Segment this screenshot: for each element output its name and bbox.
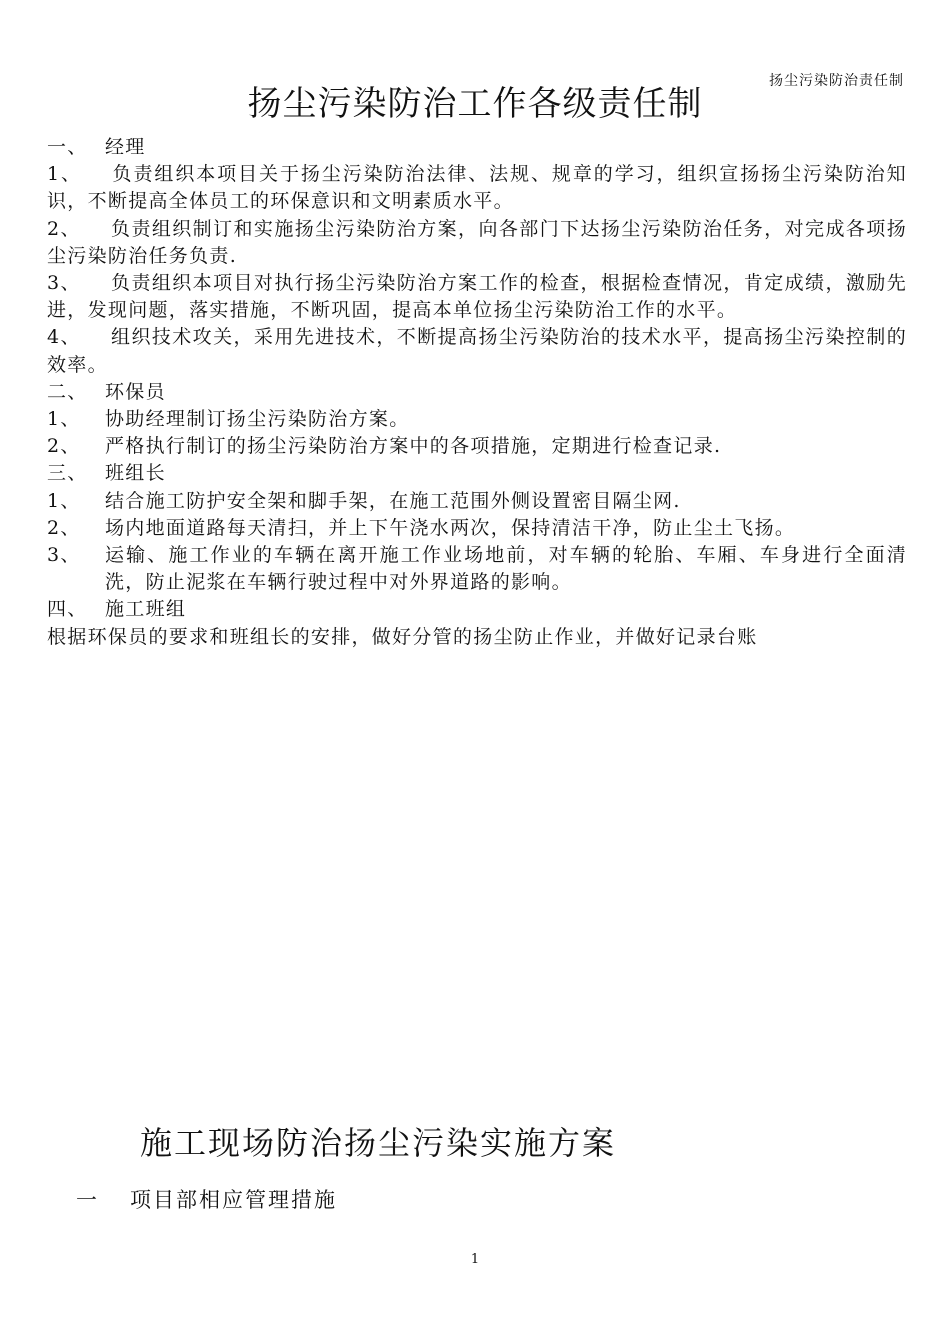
section-number: 三、 — [47, 462, 88, 485]
item-number: 2、 — [47, 217, 81, 240]
item-number: 1、 — [47, 489, 81, 512]
document-body — [47, 134, 907, 651]
section-title: 经理 — [105, 136, 146, 158]
section-title: 班组长 — [105, 462, 166, 485]
item-number: 3、 — [47, 272, 81, 295]
item-number: 1、 — [47, 408, 81, 431]
item-text: 场内地面道路每天清扫，并上下午浇水两次，保持清洁干净，防止尘土飞扬。 — [105, 516, 796, 539]
section-heading — [47, 460, 907, 487]
item-number: 4、 — [47, 326, 81, 349]
item-number: 2、 — [47, 516, 81, 539]
list-item — [47, 324, 907, 378]
section-title: 环保员 — [105, 380, 166, 403]
section-number: 二、 — [47, 380, 88, 403]
list-item — [47, 216, 907, 270]
item-text: 结合施工防护安全架和脚手架，在施工范围外侧设置密目隔尘网. — [105, 489, 681, 512]
item-number: 2、 — [47, 435, 81, 458]
sub-heading-text: 项目部相应管理措施 — [130, 1188, 337, 1212]
sub-heading — [76, 1184, 337, 1214]
section-number: 四、 — [47, 598, 88, 621]
item-text: 运输、施工作业的车辆在离开施工作业场地前，对车辆的轮胎、车厢、车身进行全面清洗，防止泥浆在车辆行驶过程中对外界道路的影响。 — [105, 544, 907, 594]
item-text: 协助经理制订扬尘污染防治方案。 — [105, 408, 410, 431]
section-heading — [47, 134, 907, 161]
item-text: 负责组织本项目关于扬尘污染防治法律、法规、规章的学习，组织宣扬扬尘污染防治知识，不断提高全体员工的环保意识和文明素质水平。 — [47, 163, 907, 213]
list-item — [47, 270, 907, 324]
document-title: 扬尘污染防治工作各级责任制 — [247, 84, 703, 124]
list-item — [47, 433, 907, 460]
item-text: 负责组织本项目对执行扬尘污染防治方案工作的检查，根据检查情况，肯定成绩，激励先进，发现问题，落实措施，不断巩固，提高本单位扬尘污染防治工作的水平。 — [47, 272, 907, 322]
sub-heading-number: 一 — [76, 1188, 99, 1212]
list-item — [47, 515, 907, 542]
list-item — [47, 488, 907, 515]
list-item — [47, 161, 907, 215]
running-header: 扬尘污染防治责任制 — [769, 73, 904, 89]
section-heading — [47, 379, 907, 406]
list-item — [47, 542, 907, 596]
page-number: 1 — [470, 1252, 480, 1267]
section-number: 一、 — [47, 136, 88, 158]
item-text: 组织技术攻关，采用先进技术，不断提高扬尘污染防治的技术水平，提高扬尘污染控制的效率。 — [47, 326, 907, 376]
item-number: 1、 — [47, 163, 82, 186]
section-paragraph: 根据环保员的要求和班组长的安排，做好分管的扬尘防止作业，并做好记录台账 — [47, 625, 758, 648]
section-heading — [47, 596, 907, 623]
item-text: 负责组织制订和实施扬尘污染防治方案，向各部门下达扬尘污染防治任务，对完成各项扬尘污染防治任务负责. — [47, 217, 907, 267]
item-number: 3、 — [47, 544, 81, 567]
section-title: 施工班组 — [105, 598, 187, 621]
second-document-title: 施工现场防治扬尘污染实施方案 — [140, 1124, 617, 1162]
item-text: 严格执行制订的扬尘污染防治方案中的各项措施，定期进行检查记录. — [105, 435, 722, 458]
list-item — [47, 406, 907, 433]
